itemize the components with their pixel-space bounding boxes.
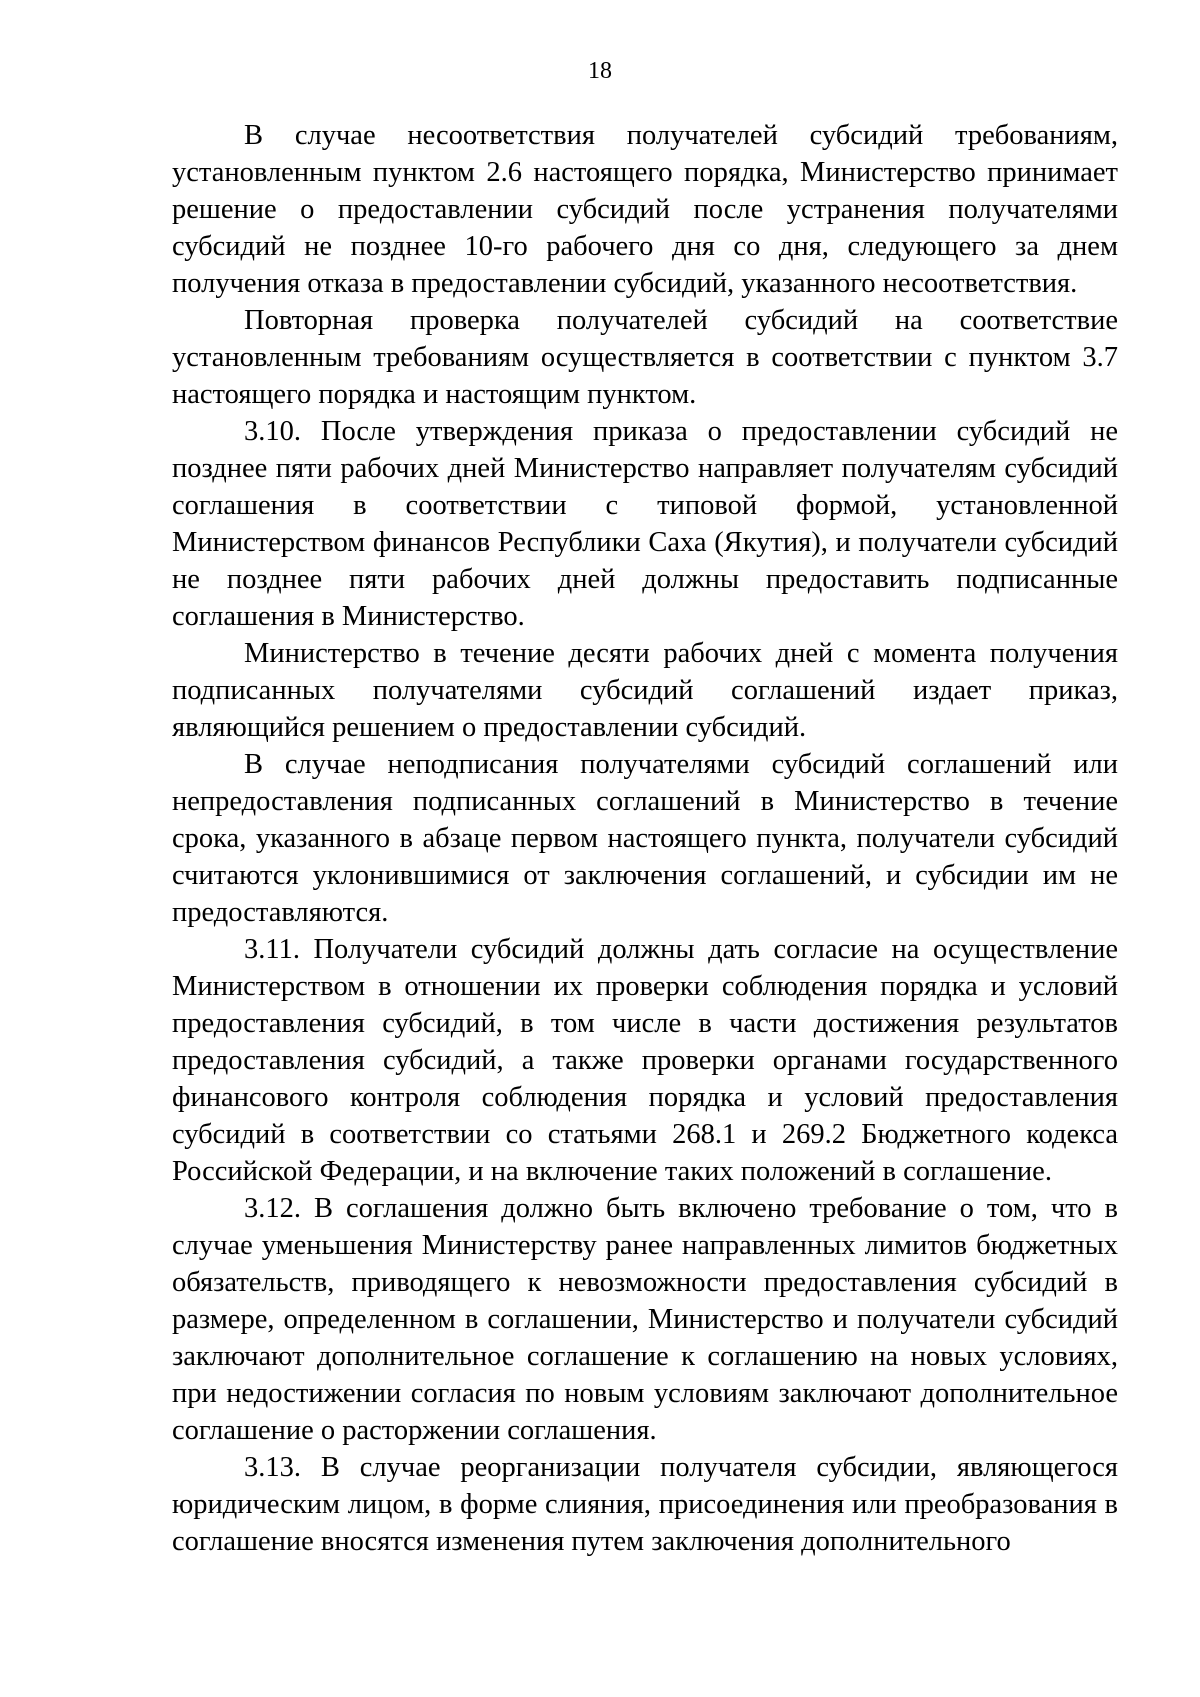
paragraph-3-13: 3.13. В случае реорганизации получателя субсидии, являющегося юридическим лицом, в форме слияния, присоединения или преобразования в соглашение вносятся изменения путем заключения дополнительного: [172, 1452, 1118, 1557]
paragraph-3-10: 3.10. После утверждения приказа о предоставлении субсидий не позднее пяти рабочих дней Министерство направляет получателям субсидий соглашения в соответствии с типовой формой, установленной Министерством финансов Республики Саха (Якутия), и получатели субсидий не позднее пяти рабочих дней должны предоставить подписанные соглашения в Министерство.: [172, 416, 1118, 632]
page-number: 18: [588, 58, 612, 84]
paragraph-repeat-check: Повторная проверка получателей субсидий на соответствие установленным требованиям осуществляется в соответствии с пунктом 3.7 настоящего порядка и настоящим пунктом.: [172, 305, 1118, 410]
paragraph-3-12: 3.12. В соглашения должно быть включено требование о том, что в случае уменьшения Министерству ранее направленных лимитов бюджетных обязательств, приводящего к невозможности предоставления субсидий в размере, определенном в соглашении, Министерство и получатели субсидий заключают дополнительное соглашение к соглашению на новых условиях, при недостижении согласия по новым условиям заключают дополнительное соглашение о расторжении соглашения.: [172, 1193, 1118, 1446]
page-body: [172, 117, 1118, 1560]
paragraph-3-11: 3.11. Получатели субсидий должны дать согласие на осуществление Министерством в отношении их проверки соблюдения порядка и условий предоставления субсидий, в том числе в части достижения результатов предоставления субсидий, а также проверки органами государственного финансового контроля соблюдения порядка и условий предоставления субсидий в соответствии со статьями 268.1 и 269.2 Бюджетного кодекса Российской Федерации, и на включение таких положений в соглашение.: [172, 934, 1118, 1187]
paragraph-non-signing: В случае неподписания получателями субсидий соглашений или непредоставления подписанных соглашений в Министерство в течение срока, указанного в абзаце первом настоящего пункта, получатели субсидий считаются уклонившимися от заключения соглашений, и субсидии им не предоставляются.: [172, 749, 1118, 928]
paragraph-ministry-order: Министерство в течение десяти рабочих дней с момента получения подписанных получателями субсидий соглашений издает приказ, являющийся решением о предоставлении субсидий.: [172, 638, 1118, 743]
paragraph-noncompliance-decision: В случае несоответствия получателей субсидий требованиям, установленным пунктом 2.6 настоящего порядка, Министерство принимает решение о предоставлении субсидий после устранения получателями субсидий не позднее 10-го рабочего дня со дня, следующего за днем получения отказа в предоставлении субсидий, указанного несоответствия.: [172, 120, 1118, 299]
